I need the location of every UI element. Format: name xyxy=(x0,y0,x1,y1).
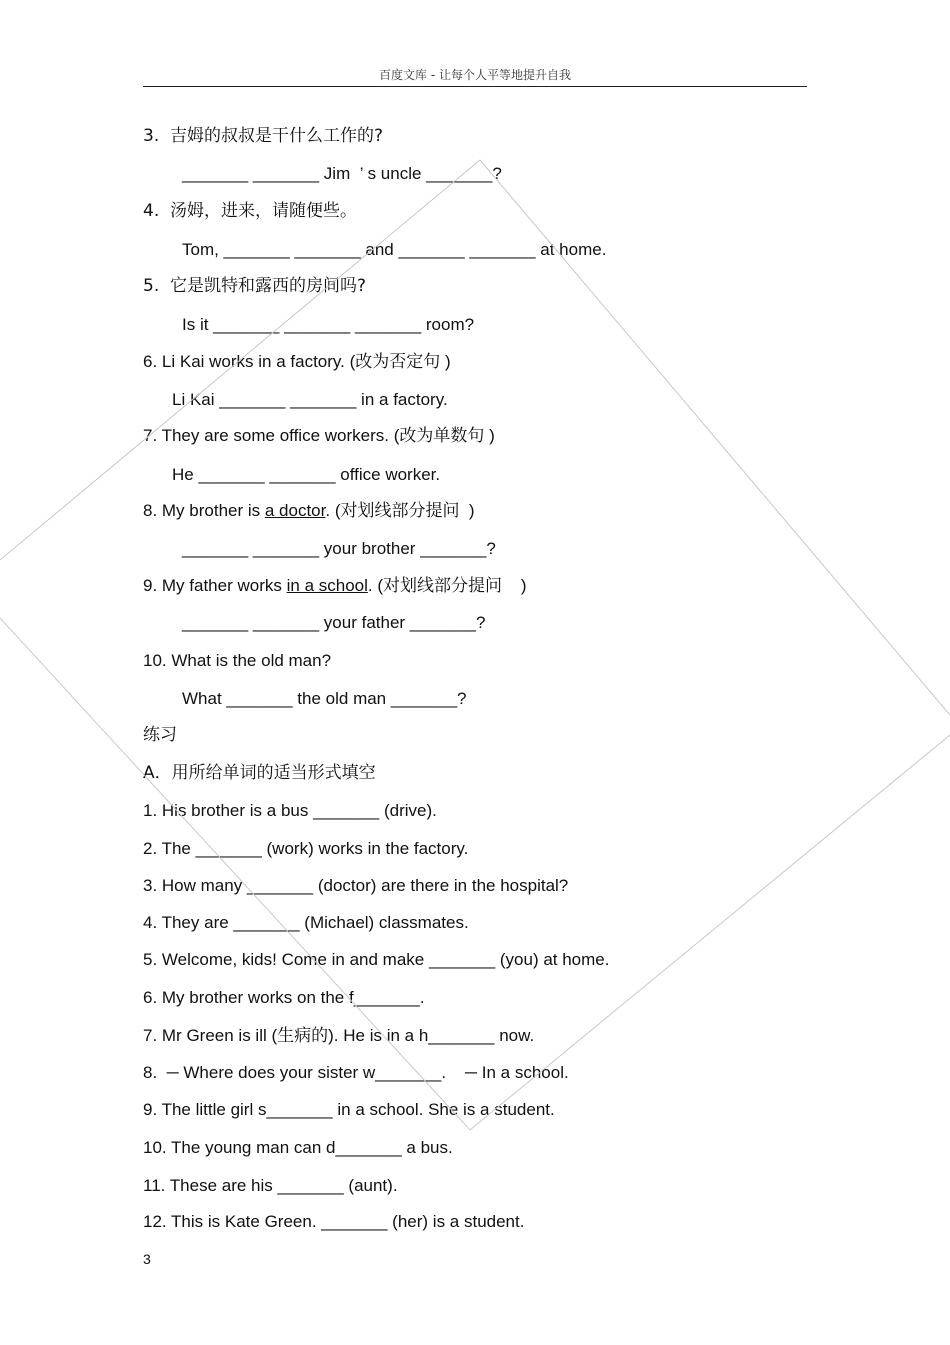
question-3-english: _______ _______ Jim ’ s uncle _______? xyxy=(182,164,502,183)
question-9-text: 9. My father works xyxy=(143,576,287,595)
exercise-line: 3. How many _______ (doctor) are there in the hospital? xyxy=(143,876,569,895)
question-9 xyxy=(143,576,527,596)
question-10: 10. What is the old man? xyxy=(143,651,332,670)
page-number: 3 xyxy=(143,1251,151,1267)
question-6 xyxy=(143,352,451,372)
question-9-instruction: 对划线部分提问 xyxy=(383,576,502,596)
question-9-close: ) xyxy=(502,576,527,595)
question-8-instruction: 对划线部分提问 xyxy=(340,501,460,521)
question-4-english: Tom, _______ _______ and _______ _______ at home. xyxy=(182,240,607,259)
exercise-line: 1. His brother is a bus _______ (drive). xyxy=(143,801,437,820)
question-8-underlined: a doctor xyxy=(264,501,326,520)
exercise-line: 8. ─ Where does your sister w_______. ─ In a school. xyxy=(143,1063,569,1082)
exercise-line: 4. They are _______ (Michael) classmates. xyxy=(143,913,469,932)
question-8-text: 8. My brother is xyxy=(143,501,265,520)
question-6-text: 6. Li Kai works in a factory. ( xyxy=(143,352,356,371)
practice-title: 练习 xyxy=(143,725,177,745)
question-4-chinese: 4. 汤姆，进来，请随便些。 xyxy=(143,201,358,221)
question-3-chinese: 3. 吉姆的叔叔是干什么工作的? xyxy=(143,126,384,146)
question-7-close: ) xyxy=(484,426,495,445)
question-6-answer: Li Kai _______ _______ in a factory. xyxy=(172,390,448,409)
question-7-answer: He _______ _______ office worker. xyxy=(172,465,441,484)
question-7 xyxy=(143,426,495,446)
exercise-line: 10. The young man can d_______ a bus. xyxy=(143,1138,453,1157)
exercise-7-start: 7. Mr Green is ill ( xyxy=(143,1026,278,1045)
question-8 xyxy=(143,501,475,521)
exercise-7-end: ). He is in a h_______ now. xyxy=(328,1026,535,1045)
question-5-chinese: 5. 它是凯特和露西的房间吗? xyxy=(143,276,367,296)
exercise-line xyxy=(143,1026,534,1046)
question-8-close: ) xyxy=(459,501,475,520)
exercise-line: 11. These are his _______ (aunt). xyxy=(143,1176,398,1195)
section-a-heading: A．用所给单词的适当形式填空 xyxy=(143,763,376,783)
question-10-answer: What _______ the old man _______? xyxy=(182,689,467,708)
question-9-underlined: in a school xyxy=(286,576,368,595)
question-9-answer: _______ _______ your father _______? xyxy=(182,613,486,632)
exercise-line: 6. My brother works on the f_______. xyxy=(143,988,425,1007)
question-7-text: 7. They are some office workers. ( xyxy=(143,426,400,445)
question-9-mid: . ( xyxy=(367,576,383,595)
question-8-mid: . ( xyxy=(325,501,341,520)
question-6-close: ) xyxy=(440,352,451,371)
page-header: 百度文库 - 让每个人平等地提升自我 xyxy=(379,68,571,82)
exercise-7-gloss: 生病的 xyxy=(277,1026,329,1046)
exercise-line: 9. The little girl s_______ in a school. She is a student. xyxy=(143,1100,555,1119)
exercise-line: 2. The _______ (work) works in the factory. xyxy=(143,839,469,858)
exercise-line: 12. This is Kate Green. _______ (her) is a student. xyxy=(143,1212,525,1231)
exercise-line: 5. Welcome, kids! Come in and make _______ (you) at home. xyxy=(143,950,610,969)
header-divider xyxy=(143,86,807,87)
question-8-answer: _______ _______ your brother _______? xyxy=(182,539,496,558)
question-6-instruction: 改为否定句 xyxy=(355,352,441,372)
question-7-instruction: 改为单数句 xyxy=(399,426,485,446)
question-5-english: Is it _______ _______ _______ room? xyxy=(182,315,475,334)
